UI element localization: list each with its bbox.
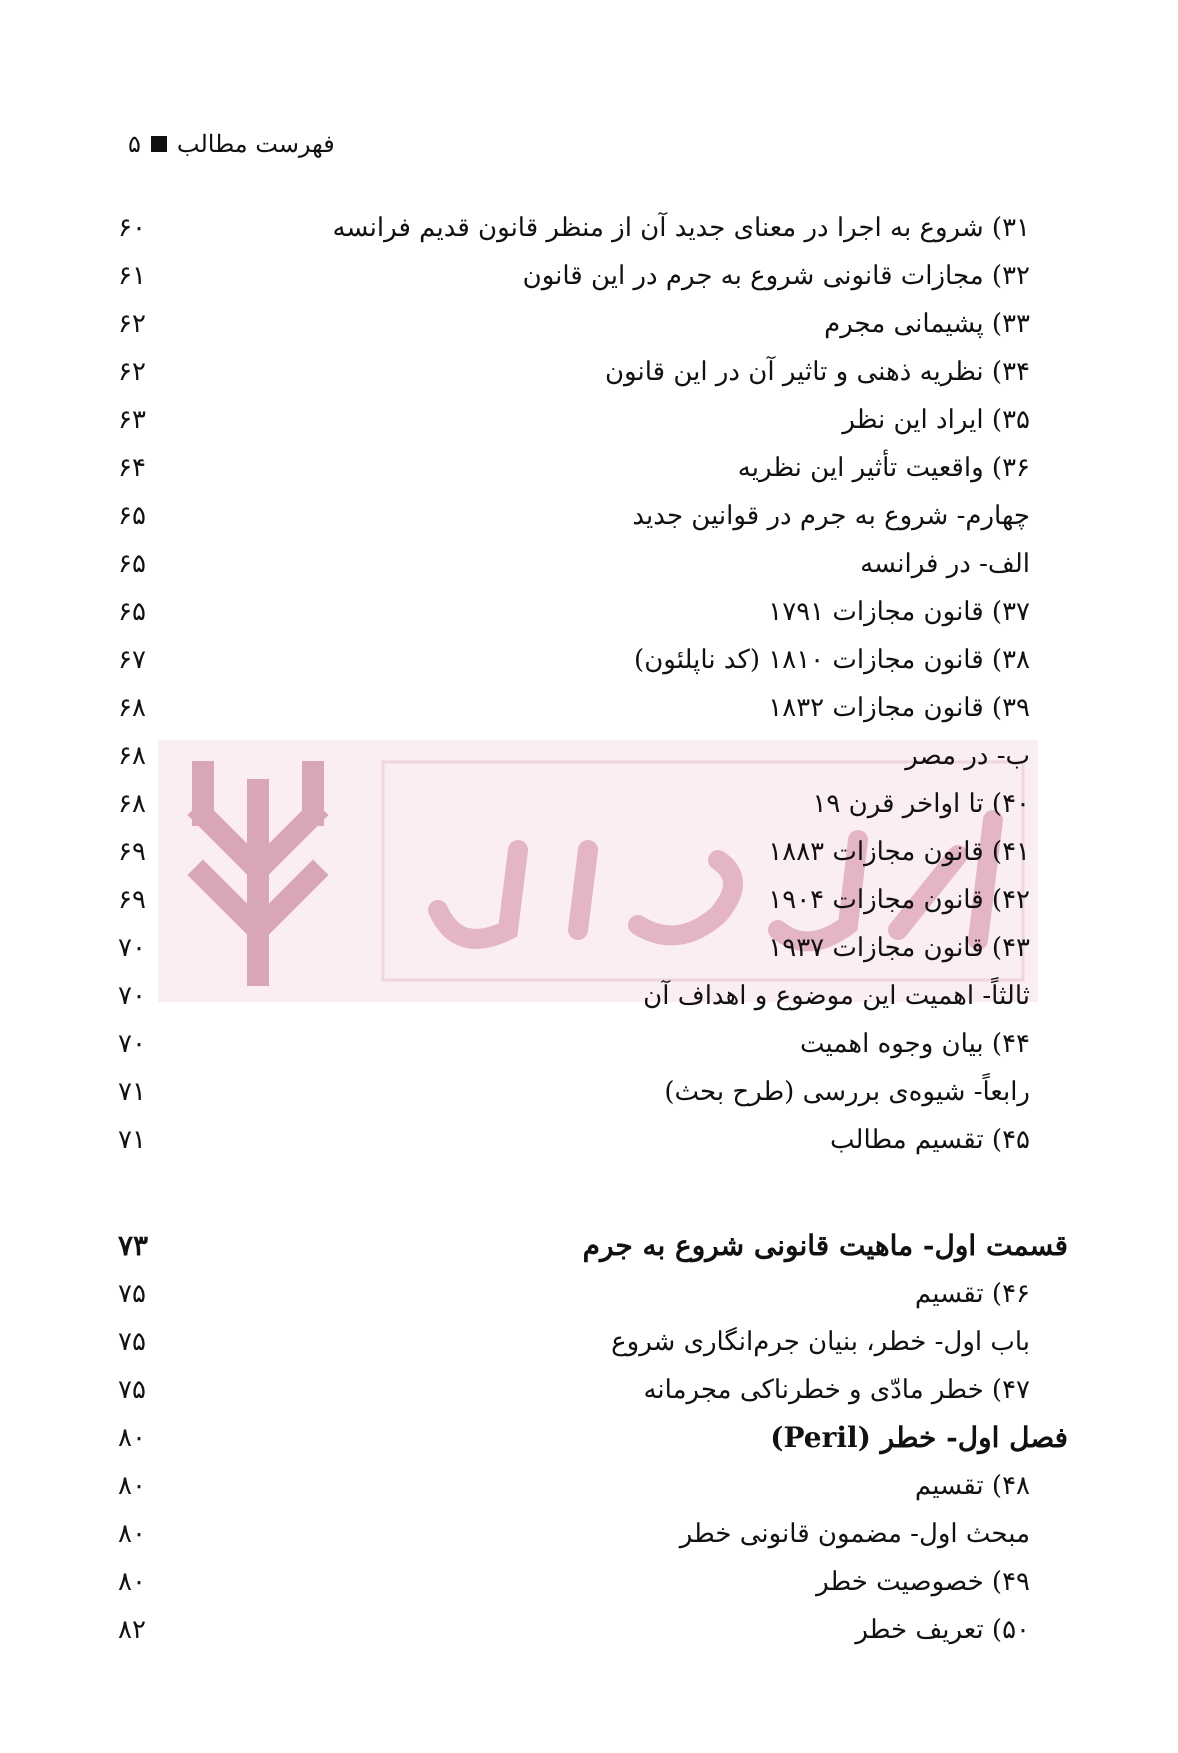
toc-entry: ۵۰) تعریف خطر (855, 1615, 1030, 1645)
toc-entry: ۳۸) قانون مجازات ۱۸۱۰ (کد ناپلئون) (634, 645, 1030, 675)
toc-entry: ۳۶) واقعیت تأثیر این نظریه (737, 453, 1030, 483)
toc-page-number: ۶۲ (118, 357, 146, 387)
toc-page-number: ۶۵ (118, 597, 146, 627)
toc-entry: الف- در فرانسه (860, 549, 1030, 579)
toc-entry: ۳۹) قانون مجازات ۱۸۳۲ (768, 693, 1030, 723)
toc-entry: ۳۵) ایراد این نظر (842, 405, 1030, 435)
toc-entry: رابعاً- شیوه‌ی بررسی (طرح بحث) (664, 1077, 1030, 1107)
toc-entry: ۴۹) خصوصیت خطر (816, 1567, 1030, 1597)
toc-entry: ۴۴) بیان وجوه اهمیت (800, 1029, 1030, 1059)
toc-entry: ۴۵) تقسیم مطالب (830, 1125, 1030, 1155)
toc-page-number: ۸۰ (118, 1567, 146, 1597)
toc-page-number: ۷۰ (118, 1029, 146, 1059)
toc-entry: ۴۷) خطر مادّی و خطرناکی مجرمانه (643, 1375, 1030, 1405)
header-title: فهرست مطالب (176, 130, 335, 158)
header-page-number: ۵ (128, 130, 141, 158)
toc-page-number: ۸۰ (118, 1423, 146, 1453)
toc-entry: چهارم- شروع به جرم در قوانین جدید (632, 501, 1030, 531)
toc-entry: ۴۶) تقسیم (914, 1279, 1030, 1309)
toc-entry: ۴۸) تقسیم (914, 1471, 1030, 1501)
toc-page-number: ۶۵ (118, 501, 146, 531)
toc-page-number: ۶۸ (118, 789, 146, 819)
toc-page-number: ۷۱ (118, 1125, 146, 1155)
toc-page-number: ۶۸ (118, 741, 146, 771)
toc-page-number: ۷۱ (118, 1077, 146, 1107)
toc-page-number: ۷۵ (118, 1279, 146, 1309)
toc-entry: ب- در مصر (905, 741, 1030, 771)
toc-page-number: ۷۵ (118, 1375, 146, 1405)
toc-entry: ۳۷) قانون مجازات ۱۷۹۱ (768, 597, 1030, 627)
toc-page-number: ۷۳ (118, 1229, 149, 1262)
toc-part-heading: قسمت اول- ماهیت قانونی شروع به جرم (582, 1229, 1068, 1262)
toc-entry: ۴۳) قانون مجازات ۱۹۳۷ (768, 933, 1030, 963)
toc-entry: ۳۳) پشیمانی مجرم (824, 309, 1030, 339)
toc-page-number: ۶۹ (118, 885, 146, 915)
toc-page-number: ۸۲ (118, 1615, 146, 1645)
toc-page-number: ۶۹ (118, 837, 146, 867)
toc-page-number: ۸۰ (118, 1471, 146, 1501)
toc-entry: ۴۰) تا اواخر قرن ۱۹ (812, 789, 1030, 819)
toc-page-number: ۶۵ (118, 549, 146, 579)
toc-page-number: ۶۲ (118, 309, 146, 339)
toc-page-number: ۸۰ (118, 1519, 146, 1549)
toc-entry: مبحث اول- مضمون قانونی خطر (679, 1519, 1030, 1549)
toc-entry: ۴۲) قانون مجازات ۱۹۰۴ (768, 885, 1030, 915)
toc-page-number: ۶۷ (118, 645, 146, 675)
toc-page-number: ۷۰ (118, 933, 146, 963)
toc-entry: ۴۱) قانون مجازات ۱۸۸۳ (768, 837, 1030, 867)
toc-page-number: ۶۴ (118, 453, 146, 483)
toc-entry: باب اول- خطر، بنیان جرم‌انگاری شروع (611, 1327, 1030, 1357)
toc-chapter-heading: فصل اول- خطر (Peril) (770, 1421, 1068, 1454)
toc-page-number: ۶۰ (118, 213, 146, 243)
toc-page-number: ۷۵ (118, 1327, 146, 1357)
toc-entry: ۳۴) نظریه ذهنی و تاثیر آن در این قانون (604, 357, 1030, 387)
toc-entry: ۳۲) مجازات قانونی شروع به جرم در این قانون (522, 261, 1030, 291)
toc-page-number: ۶۳ (118, 405, 146, 435)
toc-entry: ۳۱) شروع به اجرا در معنای جدید آن از منظر قانون قدیم فرانسه (332, 213, 1030, 243)
toc-entry: ثالثاً- اهمیت این موضوع و اهداف آن (643, 981, 1030, 1011)
toc-page-number: ۶۱ (118, 261, 146, 291)
toc-page-number: ۶۸ (118, 693, 146, 723)
toc-page-number: ۷۰ (118, 981, 146, 1011)
